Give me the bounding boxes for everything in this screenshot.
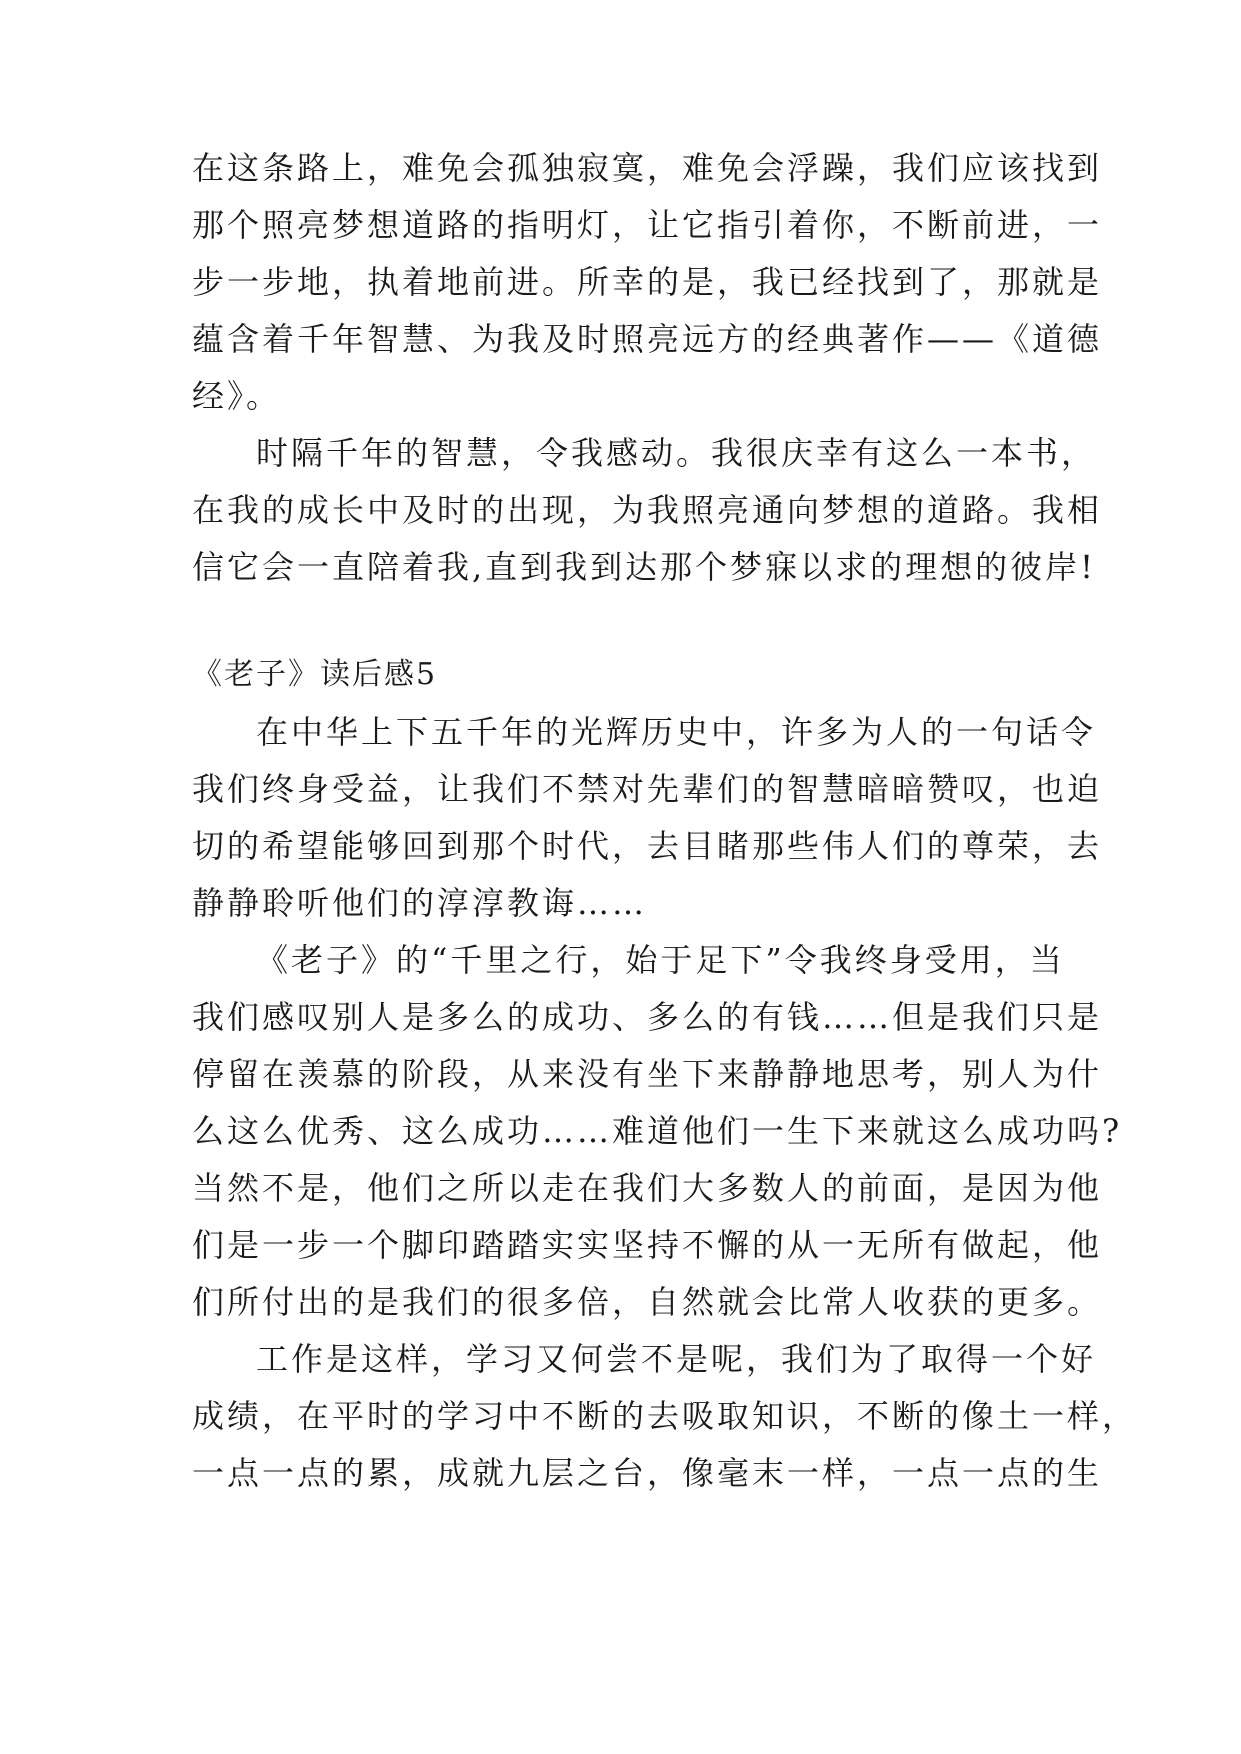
paragraph-line: 在这条路上，难免会孤独寂寞，难免会浮躁，我们应该找到	[192, 149, 1103, 187]
paragraph-line: 停留在羡慕的阶段，从来没有坐下来静静地思考，别人为什	[192, 1055, 1103, 1093]
paragraph-line: 经》。	[192, 377, 282, 415]
paragraph-line: 那个照亮梦想道路的指明灯，让它指引着你，不断前进，一	[192, 206, 1103, 244]
paragraph-line: 静静聆听他们的淳淳教诲……	[192, 884, 648, 922]
paragraph-line: 在中华上下五千年的光辉历史中，许多为人的一句话令	[256, 713, 1097, 751]
paragraph-line: 步一步地，执着地前进。所幸的是，我已经找到了，那就是	[192, 263, 1103, 301]
paragraph-line: 么这么优秀、这么成功……难道他们一生下来就这么成功吗?	[192, 1112, 1123, 1150]
paragraph-line: 工作是这样，学习又何尝不是呢，我们为了取得一个好	[256, 1340, 1097, 1378]
section-heading: 《老子》读后感5	[192, 657, 438, 692]
paragraph-line: 信它会一直陪着我,直到我到达那个梦寐以求的理想的彼岸!	[192, 548, 1097, 586]
paragraph-line: 们所付出的是我们的很多倍，自然就会比常人收获的更多。	[192, 1283, 1103, 1321]
paragraph-line: 一点一点的累，成就九层之台，像毫末一样，一点一点的生	[192, 1454, 1103, 1492]
paragraph-line: 成绩，在平时的学习中不断的去吸取知识，不断的像土一样，	[192, 1397, 1138, 1435]
paragraph-line: 当然不是，他们之所以走在我们大多数人的前面，是因为他	[192, 1169, 1103, 1207]
paragraph-line: 时隔千年的智慧，令我感动。我很庆幸有这么一本书，	[256, 434, 1097, 472]
paragraph-line: 们是一步一个脚印踏踏实实坚持不懈的从一无所有做起，他	[192, 1226, 1103, 1264]
paragraph-line: 《老子》的“千里之行，始于足下”令我终身受用，当	[256, 941, 1065, 979]
paragraph-line: 切的希望能够回到那个时代，去目睹那些伟人们的尊荣，去	[192, 827, 1103, 865]
paragraph-line: 蕴含着千年智慧、为我及时照亮远方的经典著作——《道德	[192, 320, 1103, 358]
paragraph-line: 我们感叹别人是多么的成功、多么的有钱……但是我们只是	[192, 998, 1103, 1036]
paragraph-line: 在我的成长中及时的出现，为我照亮通向梦想的道路。我相	[192, 491, 1103, 529]
paragraph-line: 我们终身受益，让我们不禁对先辈们的智慧暗暗赞叹，也迫	[192, 770, 1103, 808]
